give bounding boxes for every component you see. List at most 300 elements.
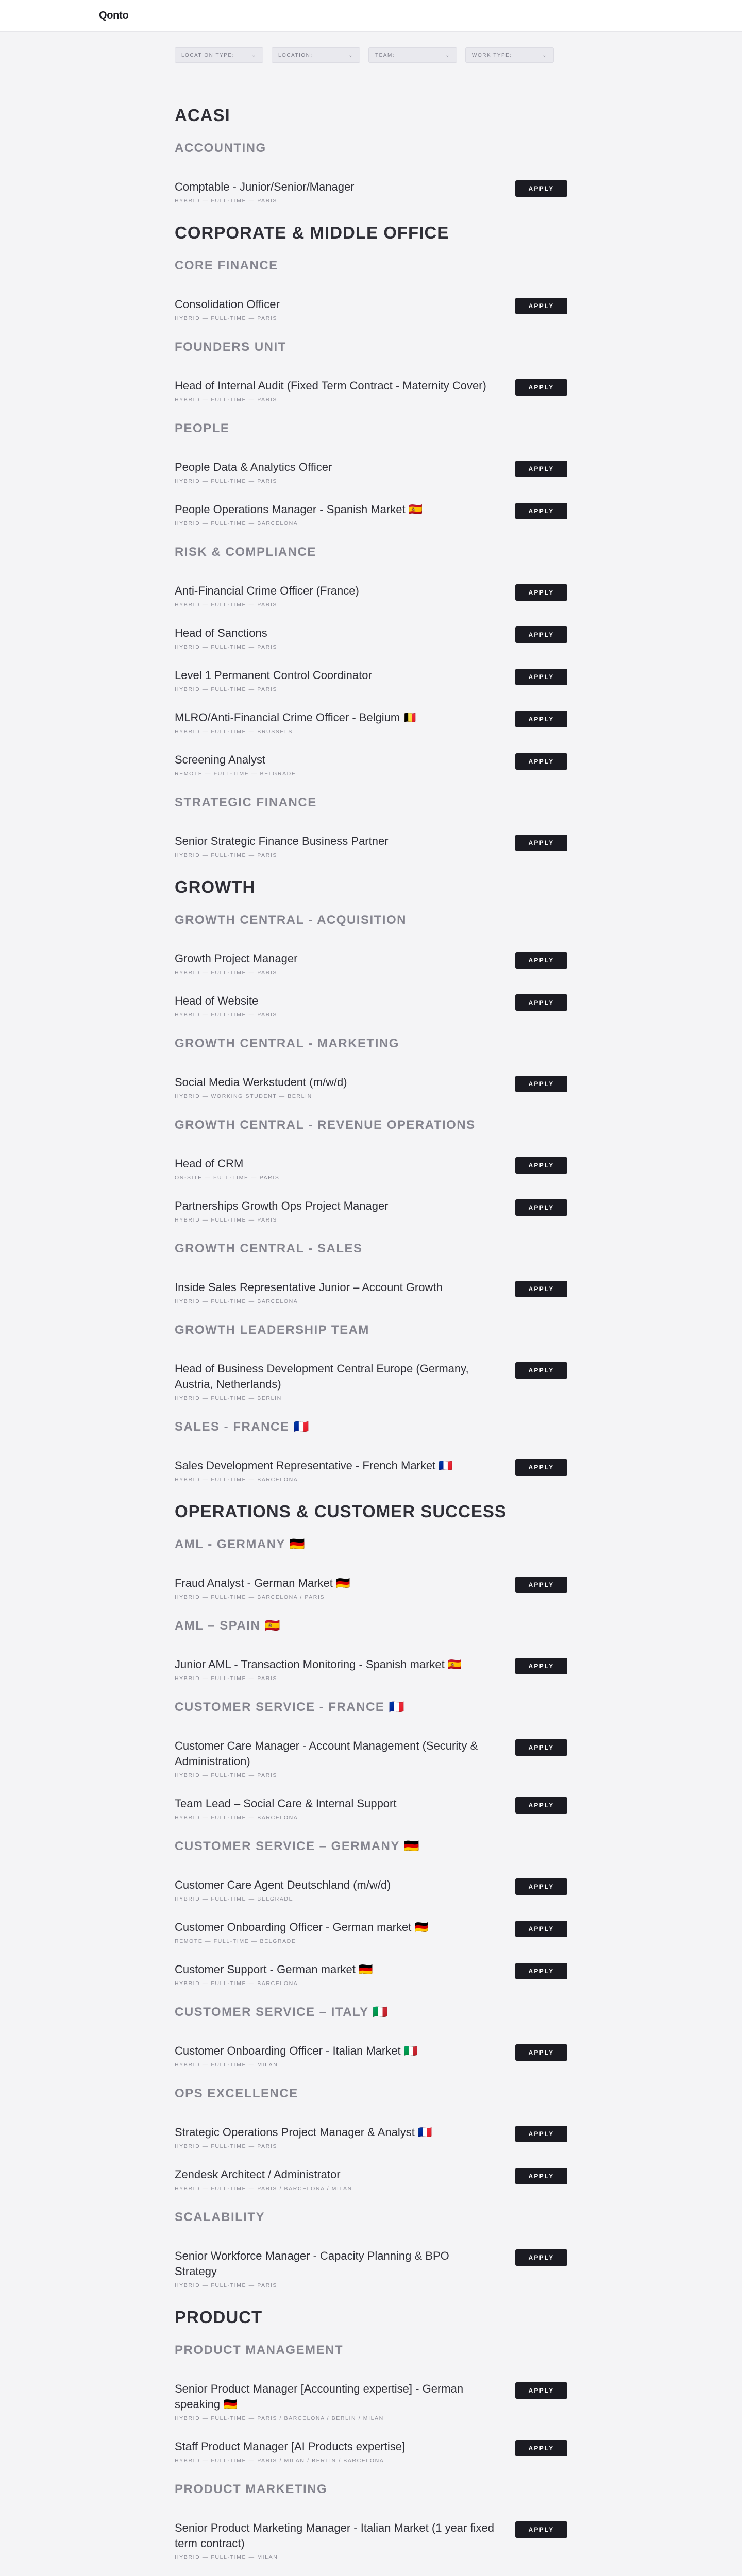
job-info <box>175 1738 494 1778</box>
apply-button[interactable]: APPLY <box>515 379 567 396</box>
job-title-link[interactable]: Inside Sales Representative Junior – Account Growth <box>175 1281 443 1294</box>
team-title: AML – SPAIN 🇪🇸 <box>175 1619 281 1633</box>
meta-tag: PARIS <box>257 602 277 608</box>
meta-tag: HYBRID <box>175 1980 200 1987</box>
meta-tag: HYBRID <box>175 2458 200 2464</box>
job-title-link[interactable]: Customer Onboarding Officer - Italian Market 🇮🇹 <box>175 2044 418 2057</box>
job-posting <box>175 1156 567 1181</box>
meta-separator: — <box>246 2458 258 2464</box>
job-meta <box>175 1012 494 1018</box>
meta-separator: — <box>246 2282 258 2289</box>
apply-button[interactable]: APPLY <box>515 2168 567 2184</box>
meta-separator: — <box>246 2143 258 2149</box>
meta-tag: HYBRID <box>175 2062 200 2068</box>
job-meta <box>175 1477 494 1483</box>
meta-separator: — <box>200 520 211 527</box>
job-posting <box>175 2167 567 2192</box>
job-posting <box>175 583 567 608</box>
meta-separator: — <box>203 1938 214 1944</box>
meta-tag: FULL-TIME <box>211 1675 247 1682</box>
meta-separator: — <box>246 852 258 858</box>
job-title-link[interactable]: Staff Product Manager [AI Products expertise] <box>175 2440 406 2453</box>
team-title: PRODUCT MANAGEMENT <box>175 2343 343 2357</box>
meta-tag: FULL-TIME <box>213 1938 249 1944</box>
job-meta <box>175 852 494 858</box>
job-info <box>175 2248 494 2289</box>
job-posting <box>175 1361 567 1401</box>
job-info <box>175 2167 494 2192</box>
meta-tag: FULL-TIME <box>213 771 249 777</box>
meta-tag: HYBRID <box>175 1298 200 1304</box>
job-title-link[interactable]: MLRO/Anti-Financial Crime Officer - Belgium 🇧🇪 <box>175 711 417 724</box>
meta-tag: PARIS <box>257 686 277 692</box>
meta-separator: — <box>246 2554 258 2561</box>
job-info <box>175 2439 494 2464</box>
job-info <box>175 993 494 1018</box>
meta-tag: HYBRID <box>175 1594 200 1600</box>
meta-separator: — <box>200 1675 211 1682</box>
job-meta <box>175 1395 494 1401</box>
apply-button[interactable]: APPLY <box>515 1281 567 1297</box>
meta-tag: FULL-TIME <box>211 2185 247 2192</box>
category-title: GROWTH <box>175 877 256 896</box>
job-posting <box>175 1075 567 1099</box>
job-meta <box>175 2458 494 2464</box>
job-title-link[interactable]: Customer Care Agent Deutschland (m/w/d) <box>175 1878 391 1891</box>
job-title-link[interactable]: Comptable - Junior/Senior/Manager <box>175 180 355 193</box>
job-posting <box>175 1796 567 1821</box>
job-meta <box>175 2062 494 2068</box>
team-title: FOUNDERS UNIT <box>175 340 286 354</box>
job-info <box>175 2125 494 2149</box>
meta-tag: REMOTE <box>175 1938 203 1944</box>
job-info <box>175 625 494 650</box>
company-logo[interactable]: Qonto <box>99 10 129 21</box>
apply-button[interactable]: APPLY <box>515 298 567 314</box>
job-posting <box>175 2439 567 2464</box>
team-title: CORE FINANCE <box>175 259 278 273</box>
team-title: GROWTH CENTRAL - SALES <box>175 1242 363 1256</box>
filter-label: LOCATION: <box>278 52 313 58</box>
job-title-link[interactable]: People Operations Manager - Spanish Market 🇪🇸 <box>175 503 423 516</box>
job-posting <box>175 951 567 976</box>
job-info <box>175 1877 494 1902</box>
job-posting <box>175 668 567 692</box>
meta-separator: — <box>200 397 211 403</box>
job-meta <box>175 1093 494 1099</box>
job-info <box>175 378 494 403</box>
chevron-down-icon: ⌄ <box>542 52 547 58</box>
meta-separator: — <box>200 970 211 976</box>
job-posting <box>175 297 567 321</box>
category-title: ACASI <box>175 106 230 125</box>
job-title-link[interactable]: Senior Product Marketing Manager - Italian Market (1 year fixed term contract) <box>175 2521 494 2550</box>
apply-button[interactable]: APPLY <box>515 626 567 643</box>
job-title-link[interactable]: Senior Workforce Manager - Capacity Planning & BPO Strategy <box>175 2249 449 2278</box>
job-info <box>175 460 494 484</box>
apply-button[interactable]: APPLY <box>515 669 567 685</box>
category-title: PRODUCT <box>175 2308 263 2327</box>
meta-separator: — <box>246 970 258 976</box>
meta-separator: — <box>246 478 258 484</box>
job-title-link[interactable]: Team Lead – Social Care & Internal Support <box>175 1797 397 1810</box>
job-title-link[interactable]: Growth Project Manager <box>175 952 298 965</box>
meta-tag: PARIS / BARCELONA / BERLIN / MILAN <box>257 2415 384 2421</box>
meta-separator: — <box>246 686 258 692</box>
job-meta <box>175 2554 494 2561</box>
team-title: RISK & COMPLIANCE <box>175 545 316 559</box>
meta-tag: PARIS / BARCELONA / MILAN <box>257 2185 352 2192</box>
meta-tag: FULL-TIME <box>211 1980 247 1987</box>
job-posting <box>175 1657 567 1682</box>
apply-button[interactable]: APPLY <box>515 711 567 727</box>
job-meta <box>175 1594 494 1600</box>
team-title: AML - GERMANY 🇩🇪 <box>175 1537 306 1551</box>
meta-tag: PARIS <box>257 1772 277 1778</box>
meta-separator: — <box>200 852 211 858</box>
apply-button[interactable]: APPLY <box>515 2249 567 2266</box>
meta-separator: — <box>200 1772 211 1778</box>
meta-tag: FULL-TIME <box>211 1477 247 1483</box>
apply-button[interactable]: APPLY <box>515 1199 567 1216</box>
apply-button[interactable]: APPLY <box>515 584 567 601</box>
job-title-link[interactable]: Head of Website <box>175 994 259 1007</box>
apply-button[interactable]: APPLY <box>515 1658 567 1674</box>
meta-separator: — <box>246 2185 258 2192</box>
meta-tag: PARIS / MILAN / BERLIN / BARCELONA <box>257 2458 384 2464</box>
job-title-link[interactable]: Head of Business Development Central Europe (Germany, Austria, Netherlands) <box>175 1362 469 1391</box>
meta-separator: — <box>246 644 258 650</box>
filter-label: LOCATION TYPE: <box>181 52 234 58</box>
apply-button[interactable]: APPLY <box>515 835 567 851</box>
job-posting <box>175 1877 567 1902</box>
apply-button[interactable]: APPLY <box>515 1459 567 1476</box>
job-title-link[interactable]: Consolidation Officer <box>175 298 280 311</box>
job-title-link[interactable]: Senior Strategic Finance Business Partner <box>175 835 389 848</box>
job-meta <box>175 478 494 484</box>
job-title-link[interactable]: Fraud Analyst - German Market 🇩🇪 <box>175 1577 350 1589</box>
apply-button[interactable]: APPLY <box>515 1878 567 1895</box>
meta-tag: FULL-TIME <box>211 397 247 403</box>
job-info <box>175 752 494 777</box>
meta-separator: — <box>246 315 258 321</box>
meta-tag: PARIS <box>257 2282 277 2289</box>
meta-tag: PARIS <box>257 852 277 858</box>
team-title: PRODUCT MARKETING <box>175 2482 328 2496</box>
meta-separator: — <box>202 1175 213 1181</box>
job-title-link[interactable]: Head of Internal Audit (Fixed Term Contract - Maternity Cover) <box>175 379 486 392</box>
job-meta <box>175 2282 494 2289</box>
meta-tag: HYBRID <box>175 2185 200 2192</box>
meta-separator: — <box>246 198 258 204</box>
job-info <box>175 710 494 735</box>
job-posting <box>175 1280 567 1304</box>
job-posting <box>175 1920 567 1944</box>
job-info <box>175 1920 494 1944</box>
meta-separator: — <box>200 1477 211 1483</box>
meta-separator: — <box>200 2458 211 2464</box>
meta-tag: FULL-TIME <box>211 970 247 976</box>
team-title: CUSTOMER SERVICE – ITALY 🇮🇹 <box>175 2005 389 2019</box>
meta-tag: FULL-TIME <box>211 2282 247 2289</box>
meta-tag: HYBRID <box>175 1217 200 1223</box>
job-posting <box>175 460 567 484</box>
meta-tag: PARIS <box>257 1012 277 1018</box>
job-info <box>175 2520 494 2561</box>
meta-tag: HYBRID <box>175 1815 200 1821</box>
meta-tag: PARIS <box>257 970 277 976</box>
meta-tag: PARIS <box>257 1675 277 1682</box>
apply-button[interactable]: APPLY <box>515 461 567 477</box>
job-info <box>175 1575 494 1600</box>
apply-button[interactable]: APPLY <box>515 1739 567 1756</box>
apply-button[interactable]: APPLY <box>515 180 567 197</box>
meta-tag: HYBRID <box>175 1012 200 1018</box>
meta-separator: — <box>200 2143 211 2149</box>
job-title-link[interactable]: Customer Support - German market 🇩🇪 <box>175 1963 373 1976</box>
meta-separator: — <box>200 602 211 608</box>
meta-tag: HYBRID <box>175 1395 200 1401</box>
job-posting <box>175 2520 567 2561</box>
category-section <box>175 1500 567 2289</box>
job-meta <box>175 520 494 527</box>
meta-tag: PARIS <box>259 1175 280 1181</box>
filter-location-type[interactable] <box>175 47 263 63</box>
meta-tag: BERLIN <box>288 1093 312 1099</box>
job-meta <box>175 397 494 403</box>
apply-button[interactable]: APPLY <box>515 503 567 519</box>
job-info <box>175 1198 494 1223</box>
apply-button[interactable]: APPLY <box>515 1797 567 1814</box>
meta-separator: — <box>200 1594 211 1600</box>
apply-button[interactable]: APPLY <box>515 1577 567 1593</box>
apply-button[interactable]: APPLY <box>515 994 567 1011</box>
meta-tag: FULL-TIME <box>211 2415 247 2421</box>
filter-team[interactable] <box>368 47 457 63</box>
meta-tag: HYBRID <box>175 644 200 650</box>
meta-tag: PARIS <box>257 397 277 403</box>
meta-separator: — <box>246 1896 258 1902</box>
team-title: SCALABILITY <box>175 2210 265 2224</box>
apply-button[interactable]: APPLY <box>515 1921 567 1937</box>
job-meta <box>175 2185 494 2192</box>
meta-tag: HYBRID <box>175 520 200 527</box>
meta-tag: HYBRID <box>175 686 200 692</box>
job-posting <box>175 710 567 735</box>
apply-button[interactable]: APPLY <box>515 753 567 770</box>
job-posting <box>175 1738 567 1778</box>
meta-separator: — <box>200 2062 211 2068</box>
meta-tag: FULL-TIME <box>211 1395 247 1401</box>
job-info <box>175 502 494 527</box>
meta-tag: BELGRADE <box>257 1896 294 1902</box>
meta-tag: HYBRID <box>175 198 200 204</box>
apply-button[interactable]: APPLY <box>515 1157 567 1174</box>
job-title-link[interactable]: Strategic Operations Project Manager & Analyst 🇫🇷 <box>175 2126 432 2139</box>
team-title: ACCOUNTING <box>175 141 266 155</box>
job-posting <box>175 1575 567 1600</box>
job-title-link[interactable]: Head of CRM <box>175 1157 244 1170</box>
job-title-link[interactable]: Screening Analyst <box>175 753 266 766</box>
apply-button[interactable]: APPLY <box>515 952 567 969</box>
meta-tag: FULL-TIME <box>211 2554 247 2561</box>
job-posting <box>175 1198 567 1223</box>
apply-button[interactable]: APPLY <box>515 2521 567 2538</box>
job-info <box>175 1156 494 1181</box>
job-info <box>175 1361 494 1401</box>
apply-button[interactable]: APPLY <box>515 1076 567 1092</box>
job-title-link[interactable]: Customer Care Manager - Account Management (Security & Administration) <box>175 1739 478 1768</box>
job-posting <box>175 834 567 858</box>
meta-separator: — <box>200 2282 211 2289</box>
meta-tag: MILAN <box>257 2554 278 2561</box>
meta-tag: HYBRID <box>175 2554 200 2561</box>
team-title: PEOPLE <box>175 421 230 435</box>
meta-tag: FULL-TIME <box>211 520 247 527</box>
meta-tag: FULL-TIME <box>211 2458 247 2464</box>
meta-separator: — <box>246 1675 258 1682</box>
job-title-link[interactable]: People Data & Analytics Officer <box>175 461 332 473</box>
apply-button[interactable]: APPLY <box>515 2126 567 2142</box>
meta-separator: — <box>246 1012 258 1018</box>
meta-tag: HYBRID <box>175 478 200 484</box>
team-title: STRATEGIC FINANCE <box>175 795 317 809</box>
job-meta <box>175 1980 494 1987</box>
meta-separator: — <box>200 1012 211 1018</box>
job-info <box>175 834 494 858</box>
apply-button[interactable]: APPLY <box>515 1963 567 1979</box>
chevron-down-icon: ⌄ <box>251 52 257 58</box>
meta-tag: BARCELONA <box>257 520 298 527</box>
filter-work-type[interactable] <box>465 47 554 63</box>
meta-tag: FULL-TIME <box>211 1594 247 1600</box>
job-meta <box>175 728 494 735</box>
meta-tag: BRUSSELS <box>257 728 293 735</box>
meta-separator: — <box>246 728 258 735</box>
job-posting <box>175 1962 567 1987</box>
meta-separator: — <box>200 315 211 321</box>
meta-separator: — <box>200 686 211 692</box>
team-title: GROWTH LEADERSHIP TEAM <box>175 1323 369 1337</box>
job-title-link[interactable]: Senior Product Manager [Accounting expertise] - German speaking 🇩🇪 <box>175 2382 464 2411</box>
job-meta <box>175 602 494 608</box>
meta-tag: FULL-TIME <box>211 1815 247 1821</box>
job-title-link[interactable]: Sales Development Representative - French Market 🇫🇷 <box>175 1459 453 1472</box>
category-section <box>175 876 567 1483</box>
job-info <box>175 2043 494 2068</box>
job-posting <box>175 993 567 1018</box>
job-posting <box>175 2248 567 2289</box>
job-postings <box>175 104 567 2576</box>
meta-tag: PARIS <box>257 644 277 650</box>
meta-separator: — <box>246 1980 258 1987</box>
meta-tag: FULL-TIME <box>211 602 247 608</box>
job-meta <box>175 1675 494 1682</box>
meta-tag: PARIS <box>257 315 277 321</box>
meta-separator: — <box>200 1093 211 1099</box>
job-info <box>175 1075 494 1099</box>
meta-tag: HYBRID <box>175 1675 200 1682</box>
job-title-link[interactable]: Head of Sanctions <box>175 626 267 639</box>
meta-separator: — <box>200 644 211 650</box>
meta-tag: REMOTE <box>175 771 203 777</box>
apply-button[interactable]: APPLY <box>515 2044 567 2061</box>
job-meta <box>175 198 494 204</box>
job-posting <box>175 378 567 403</box>
meta-tag: BARCELONA <box>257 1298 298 1304</box>
meta-separator: — <box>246 1477 258 1483</box>
meta-tag: HYBRID <box>175 2282 200 2289</box>
job-title-link[interactable]: Zendesk Architect / Administrator <box>175 2168 341 2181</box>
chevron-down-icon: ⌄ <box>445 52 450 58</box>
job-posting <box>175 2125 567 2149</box>
job-meta <box>175 1772 494 1778</box>
meta-tag: PARIS <box>257 2143 277 2149</box>
job-info <box>175 1657 494 1682</box>
meta-tag: HYBRID <box>175 1772 200 1778</box>
job-meta <box>175 1298 494 1304</box>
job-posting <box>175 1458 567 1483</box>
job-title-link[interactable]: Level 1 Permanent Control Coordinator <box>175 669 372 682</box>
meta-separator: — <box>246 397 258 403</box>
meta-separator: — <box>246 520 258 527</box>
job-meta <box>175 2143 494 2149</box>
meta-separator: — <box>246 602 258 608</box>
job-title-link[interactable]: Junior AML - Transaction Monitoring - Spanish market 🇪🇸 <box>175 1658 462 1671</box>
meta-separator: — <box>248 1175 260 1181</box>
job-meta <box>175 315 494 321</box>
meta-tag: FULL-TIME <box>211 1896 247 1902</box>
meta-tag: WORKING STUDENT <box>211 1093 277 1099</box>
apply-button[interactable]: APPLY <box>515 2382 567 2399</box>
meta-tag: FULL-TIME <box>211 2062 247 2068</box>
meta-separator: — <box>200 1395 211 1401</box>
meta-tag: BERLIN <box>257 1395 282 1401</box>
meta-tag: BARCELONA <box>257 1477 298 1483</box>
meta-tag: PARIS <box>257 478 277 484</box>
meta-tag: PARIS <box>257 1217 277 1223</box>
job-meta <box>175 686 494 692</box>
meta-tag: FULL-TIME <box>211 1772 247 1778</box>
filter-location[interactable] <box>272 47 360 63</box>
meta-tag: FULL-TIME <box>211 198 247 204</box>
meta-tag: FULL-TIME <box>211 1217 247 1223</box>
job-meta <box>175 771 494 777</box>
meta-tag: FULL-TIME <box>211 315 247 321</box>
apply-button[interactable]: APPLY <box>515 2440 567 2456</box>
filter-label: WORK TYPE: <box>472 52 512 58</box>
job-title-link[interactable]: Social Media Werkstudent (m/w/d) <box>175 1076 347 1089</box>
job-title-link[interactable]: Anti-Financial Crime Officer (France) <box>175 584 359 597</box>
meta-separator: — <box>200 1815 211 1821</box>
job-info <box>175 583 494 608</box>
category-title: OPERATIONS & CUSTOMER SUCCESS <box>175 1502 507 1521</box>
meta-tag: HYBRID <box>175 315 200 321</box>
category-section <box>175 222 567 858</box>
meta-separator: — <box>249 1938 260 1944</box>
job-meta <box>175 644 494 650</box>
job-meta <box>175 2415 494 2421</box>
job-meta <box>175 1896 494 1902</box>
meta-separator: — <box>200 1896 211 1902</box>
job-title-link[interactable]: Partnerships Growth Ops Project Manager <box>175 1199 389 1212</box>
meta-tag: BARCELONA / PARIS <box>257 1594 325 1600</box>
team-title: OPS EXCELLENCE <box>175 2087 298 2100</box>
apply-button[interactable]: APPLY <box>515 1362 567 1379</box>
meta-tag: FULL-TIME <box>211 478 247 484</box>
job-title-link[interactable]: Customer Onboarding Officer - German market 🇩🇪 <box>175 1921 429 1934</box>
team-title: GROWTH CENTRAL - ACQUISITION <box>175 913 407 927</box>
